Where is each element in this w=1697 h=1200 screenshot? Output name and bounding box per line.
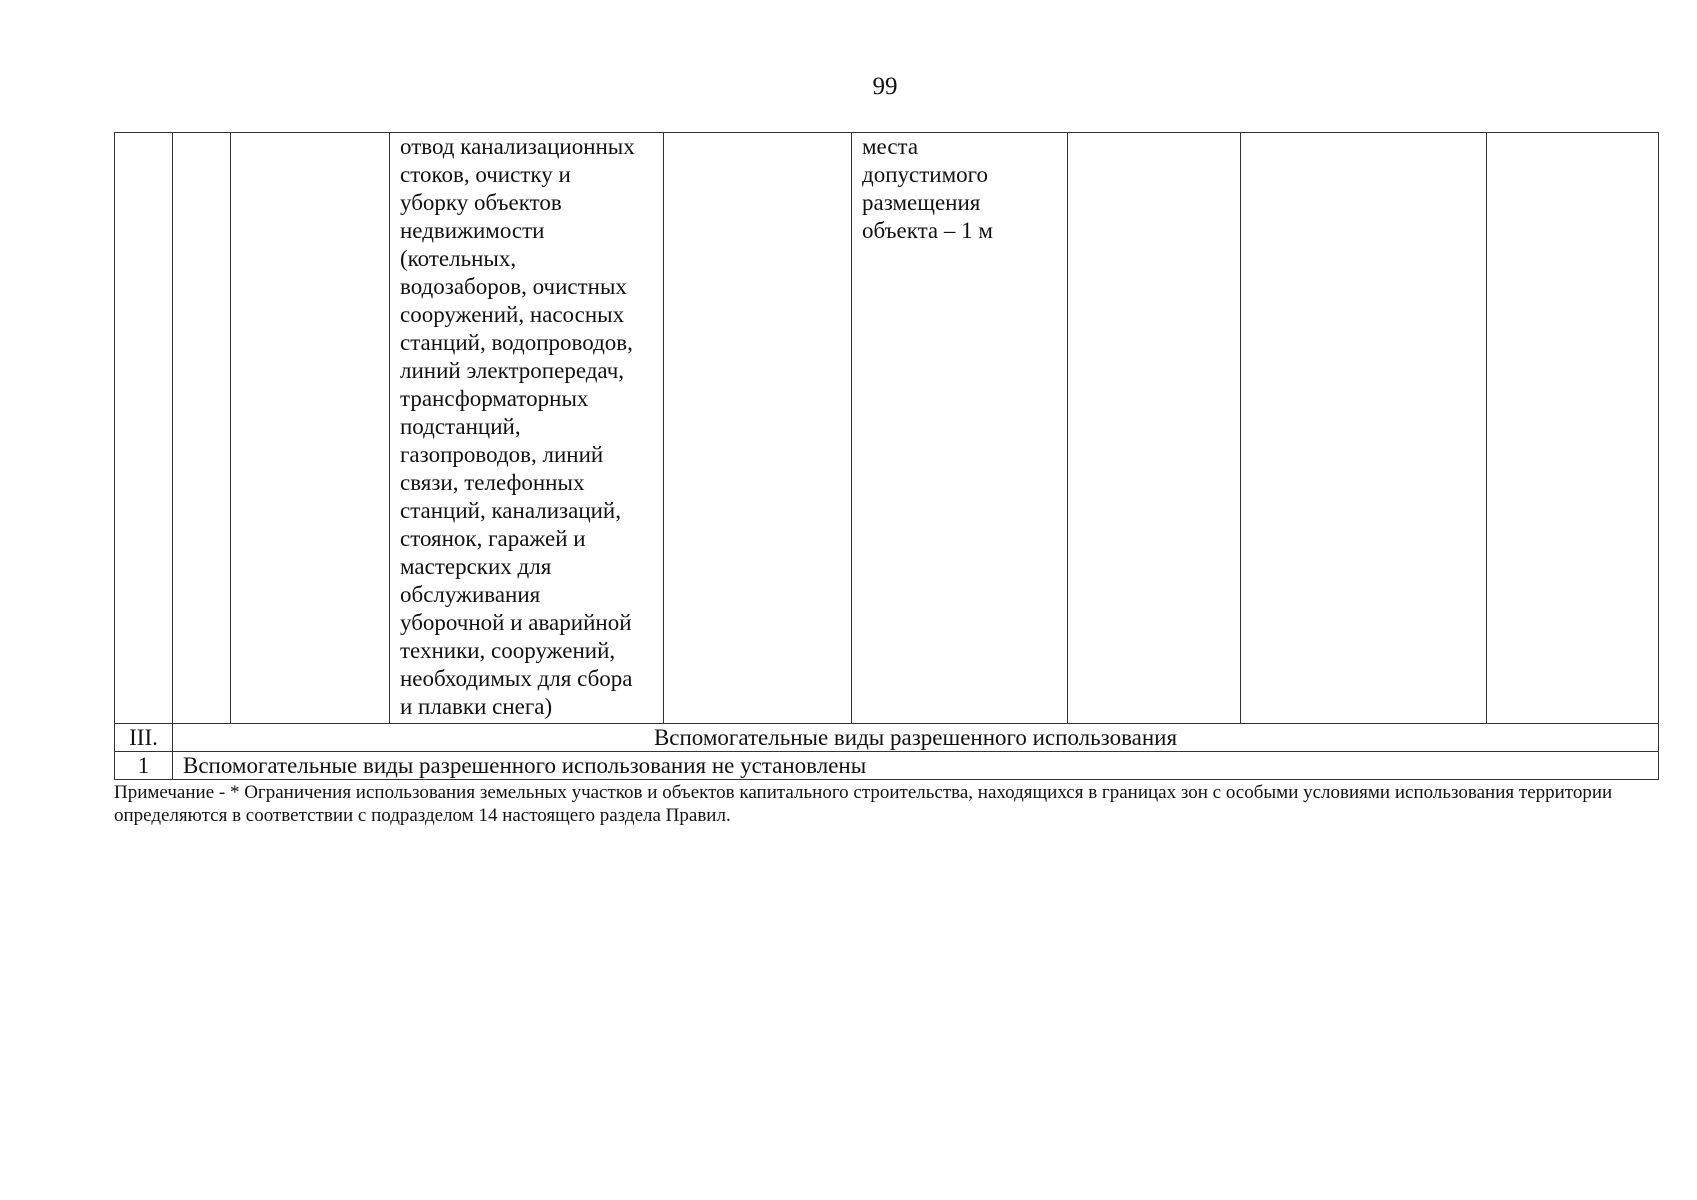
table-cell	[664, 133, 852, 724]
footnote: Примечание - * Ограничения использования земельных участков и объектов капитального строительства, находящихся в границах зон с особыми условиями использования территории определяются в соответствии с подразделом 14 настоящего раздела Правил.	[114, 782, 1613, 826]
table-row	[115, 133, 1659, 724]
table-cell	[1068, 133, 1241, 724]
item-text-cell	[173, 752, 1659, 780]
land-use-table	[114, 132, 1659, 780]
table-cell	[1487, 133, 1659, 724]
table-cell	[1241, 133, 1487, 724]
item-text: Вспомогательные виды разрешенного использования не установлены	[183, 753, 867, 778]
section-title: Вспомогательные виды разрешенного использования	[173, 724, 1659, 752]
item-number: 1	[115, 752, 173, 780]
setback-description: места допустимого размещения объекта – 1 м	[862, 134, 993, 243]
table-row	[115, 752, 1659, 780]
table-cell	[115, 133, 173, 724]
permitted-use-description: отвод канализационных стоков, очистку и уборку объектов недвижимости (котельных, водозаборов, очистных сооружений, насосных станций, водопроводов, линий электропередач, трансформаторных подстанций, газопроводов, линий связи, телефонных станций, канализаций, стоянок, гаражей и мастерских для обслуживания уборочной и аварийной техники, сооружений, необходимых для сбора и плавки снега)	[400, 134, 635, 719]
table-cell	[173, 133, 231, 724]
table-cell	[231, 133, 390, 724]
table-cell	[390, 133, 664, 724]
page-number: 99	[872, 73, 898, 100]
section-number: III.	[115, 724, 173, 752]
table-cell	[852, 133, 1068, 724]
table-row	[115, 724, 1659, 752]
